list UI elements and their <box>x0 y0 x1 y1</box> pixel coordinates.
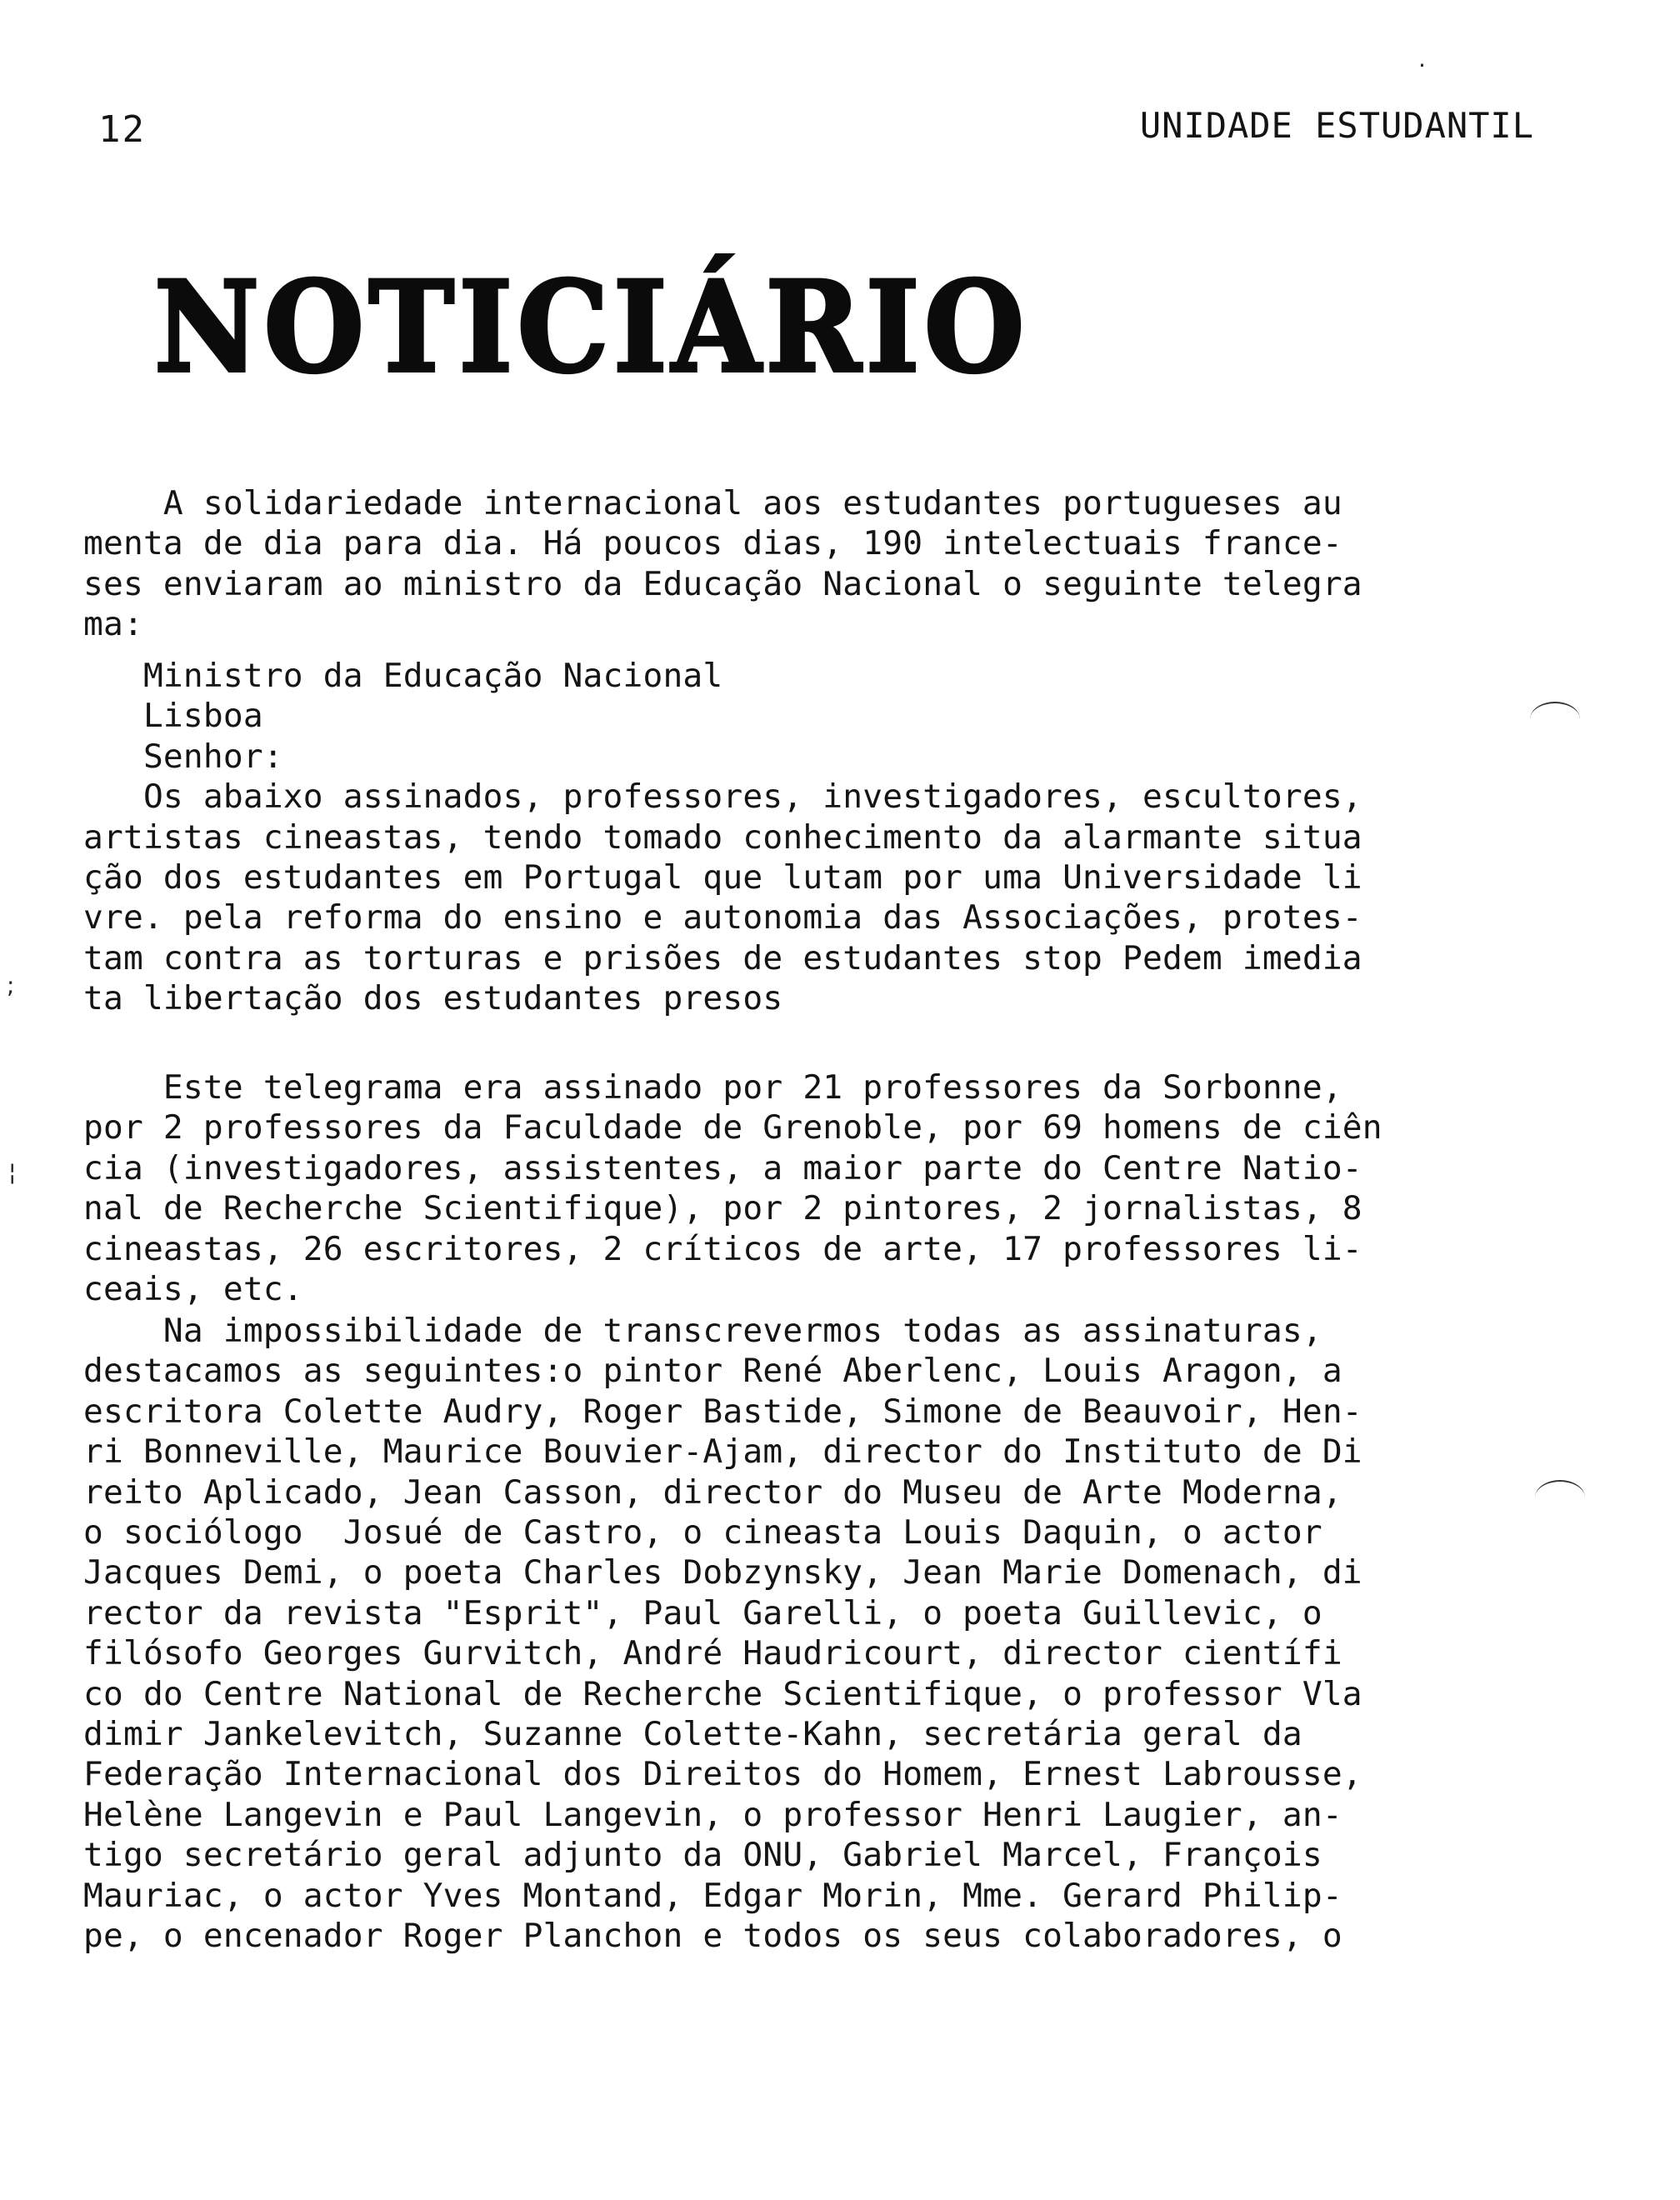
margin-tick: ¦ <box>8 1158 17 1186</box>
signatories-paragraph: Este telegrama era assinado por 21 professores da Sorbonne, por 2 professores da Faculdade de Grenoble, por 69 homens de ciên cia (investigadores, assistentes, a maior parte do Centre Natio- nal de Recherche Scientifique), por 2 pintores, 2 jornalistas, 8 cineastas, 26 escritores, 2 críticos de arte, 17 professores li- ceais, etc. <box>83 1068 1382 1309</box>
page-number: 12 <box>98 108 146 151</box>
publication-title: UNIDADE ESTUDANTIL <box>1139 105 1534 146</box>
intro-paragraph: A solidariedade internacional aos estudantes portugueses au menta de dia para dia. Há poucos dias, 190 intelectuais france- ses enviaram ao ministro da Educação Nacional o seguinte telegra ma: <box>83 484 1362 644</box>
names-paragraph: Na impossibilidade de transcrevermos todas as assinaturas, destacamos as seguintes:o pintor René Aberlenc, Louis Aragon, a escritora Colette Audry, Roger Bastide, Simone de Beauvoir, Hen- ri Bonneville, Maurice Bouvier-Ajam, director do Instituto de Di reito Aplicado, Jean Casson, director do Museu de Arte Moderna, o sociólogo Josué de Castro, o cineasta Louis Daquin, o actor Jacques Demi, o poeta Charles Dobzynsky, Jean Marie Domenach, di rector da revista "Esprit", Paul Garelli, o poeta Guillevic, o filósofo Georges Gurvitch, André Haudricourt, director científi co do Centre National de Recherche Scientifique, o professor Vla dimir Jankelevitch, Suzanne Colette-Kahn, secretária geral da Federação Internacional dos Direitos do Homem, Ernest Labrousse, Helène Langevin e Paul Langevin, o professor Henri Laugier, an- tigo secretário geral adjunto da ONU, Gabriel Marcel, François Mauriac, o actor Yves Montand, Edgar Morin, Mme. Gerard Philip- pe, o encenador Roger Planchon e todos os seus colaboradores, o <box>83 1312 1362 1956</box>
margin-tick: ; <box>7 972 15 999</box>
telegram-text: Ministro da Educação Nacional Lisboa Senhor: Os abaixo assinados, professores, investigadores, escultores, artistas cineastas, tendo tomado conhecimento da alarmante situa ção dos estudantes em Portugal que lutam por uma Universidade li vre. pela reforma do ensino e autonomia das Associações, protes- tam contra as torturas e prisões de estudantes stop Pedem imedia ta libertação dos estudantes presos <box>83 657 1362 1018</box>
scan-speck: · <box>1418 52 1426 79</box>
section-headline: NOTICIÁRIO <box>154 254 1029 401</box>
scan-curl-mark <box>1530 702 1580 737</box>
scan-curl-mark <box>1535 1480 1585 1515</box>
